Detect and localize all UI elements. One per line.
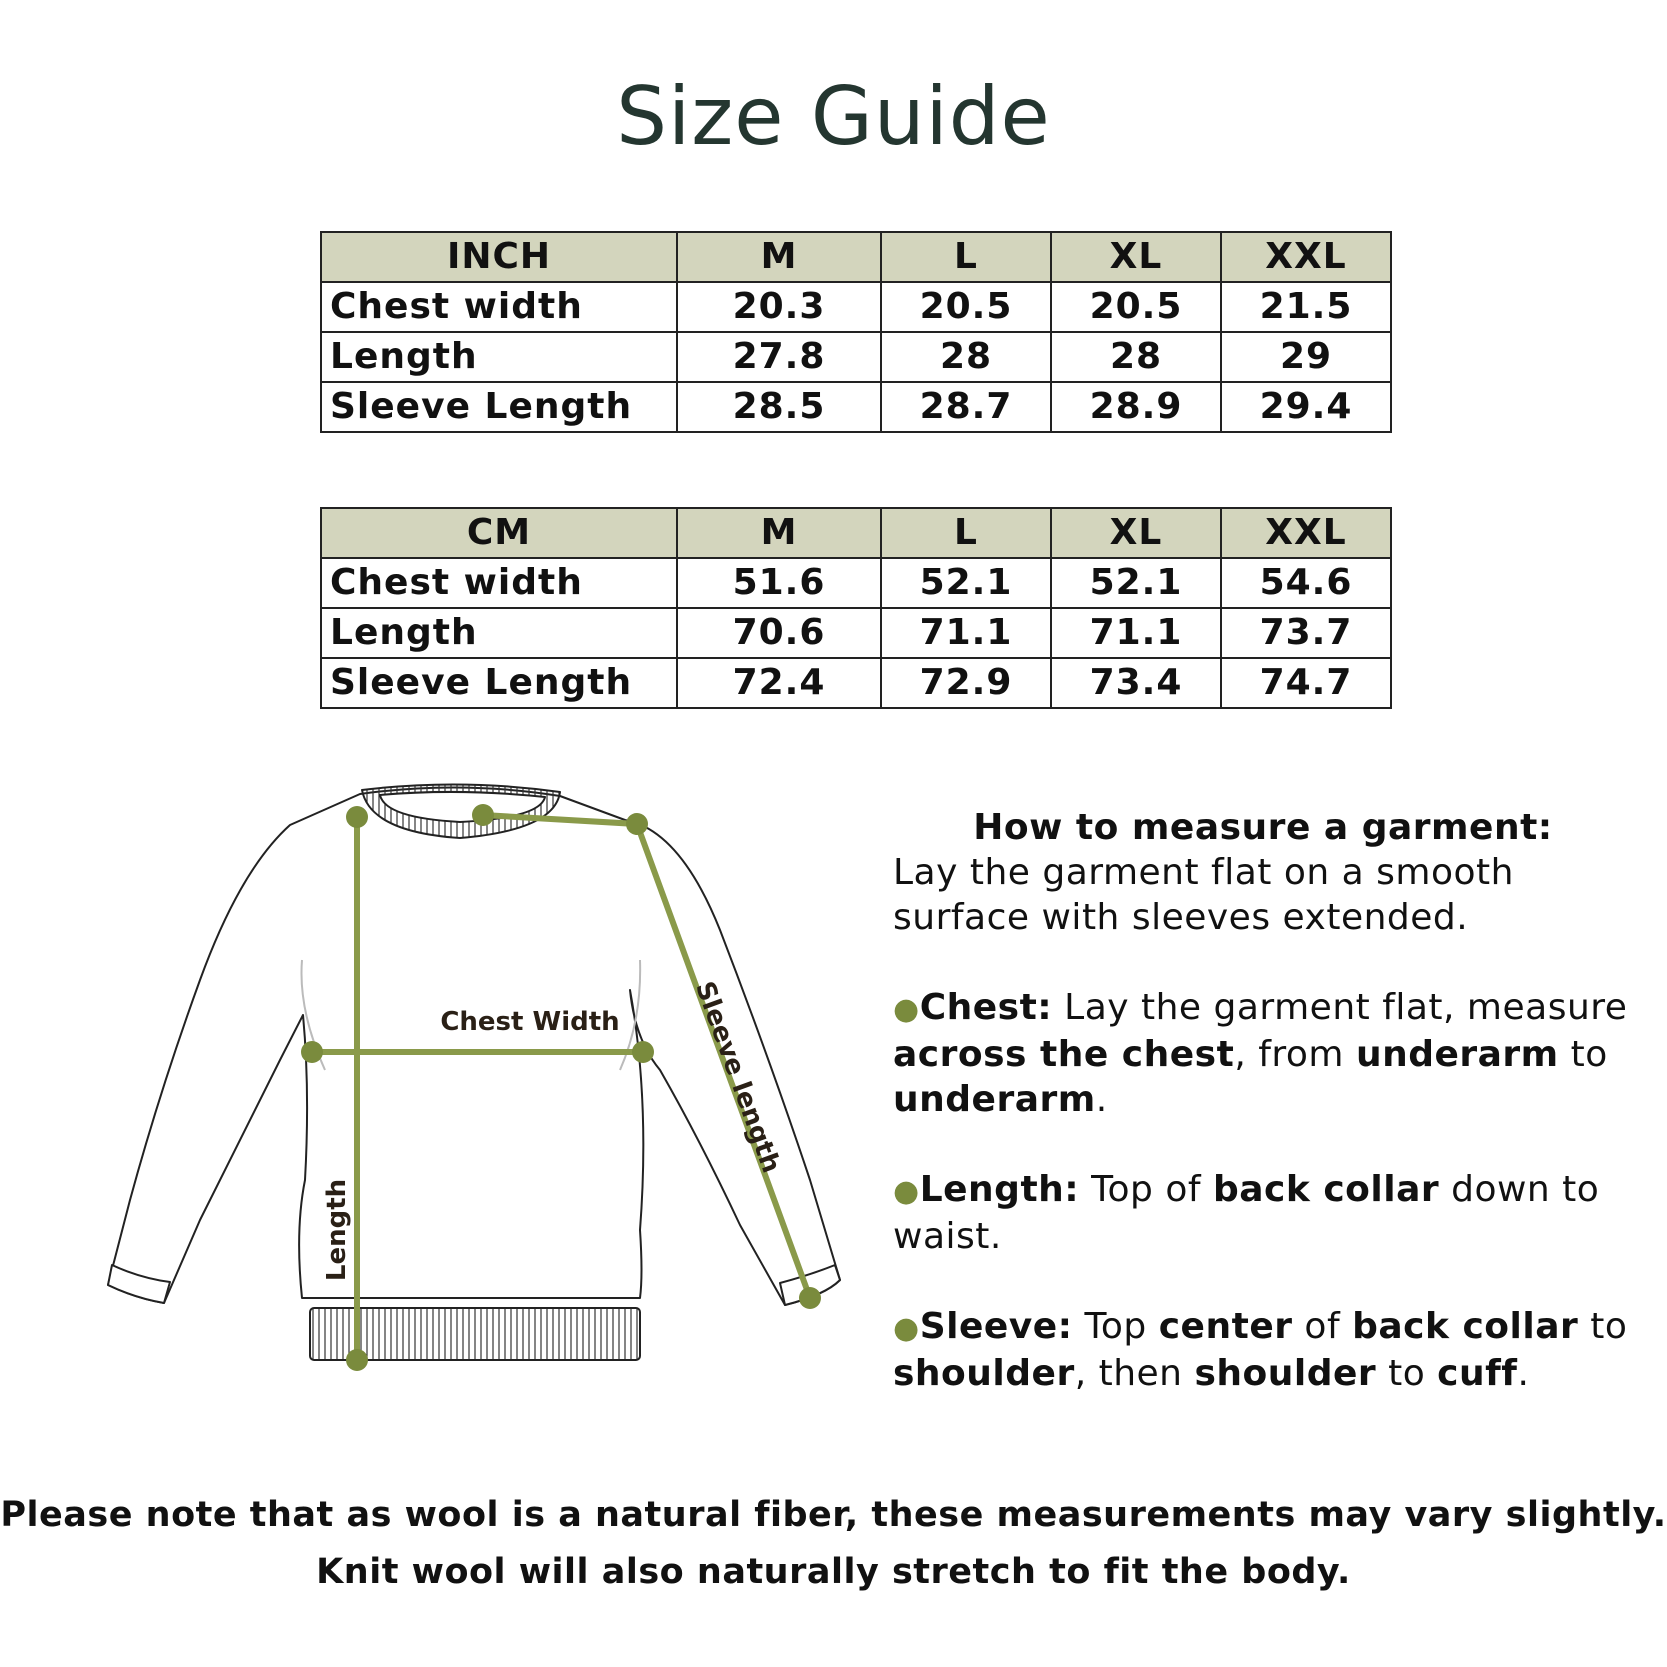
bullet-icon: ● bbox=[893, 1174, 920, 1209]
how-to-heading: How to measure a garment: bbox=[973, 807, 1553, 848]
table-cell: 54.6 bbox=[1221, 558, 1391, 608]
table-cell: 28 bbox=[1051, 332, 1221, 382]
row-label: Length bbox=[321, 608, 677, 658]
table-cell: 21.5 bbox=[1221, 282, 1391, 332]
cm-size-table bbox=[320, 507, 1392, 709]
table-cell: 71.1 bbox=[1051, 608, 1221, 658]
table-cell: 28.9 bbox=[1051, 382, 1221, 432]
row-label: Chest width bbox=[321, 558, 677, 608]
size-header: XL bbox=[1051, 508, 1221, 558]
table-cell: 29.4 bbox=[1221, 382, 1391, 432]
chest-instruction: ●Chest: Lay the garment flat, measure across the chest, from underarm to underarm. bbox=[893, 987, 1628, 1120]
length-instruction: ●Length: Top of back collar down to waist. bbox=[893, 1169, 1600, 1257]
table-cell: 71.1 bbox=[881, 608, 1051, 658]
table-cell: 74.7 bbox=[1221, 658, 1391, 708]
note-line-1: Please note that as wool is a natural fiber, these measurements may vary slightly. bbox=[0, 1495, 1667, 1535]
length-label: Length bbox=[322, 1178, 352, 1282]
unit-header: INCH bbox=[321, 232, 677, 282]
length-top-point bbox=[346, 806, 368, 828]
table-cell: 27.8 bbox=[677, 332, 881, 382]
table-cell: 28 bbox=[881, 332, 1051, 382]
row-label: Length bbox=[321, 332, 677, 382]
chest-left-point bbox=[301, 1041, 323, 1063]
size-header: L bbox=[881, 508, 1051, 558]
how-to-intro: Lay the garment flat on a smooth surface with sleeves extended. bbox=[893, 852, 1514, 938]
row-label: Sleeve Length bbox=[321, 658, 677, 708]
table-cell: 28.7 bbox=[881, 382, 1051, 432]
table-cell: 73.7 bbox=[1221, 608, 1391, 658]
table-row bbox=[321, 558, 1391, 608]
table-header-row bbox=[321, 232, 1391, 282]
bullet-icon: ● bbox=[893, 992, 920, 1027]
table-cell: 70.6 bbox=[677, 608, 881, 658]
shoulder-point bbox=[626, 813, 648, 835]
page-title: Size Guide bbox=[616, 70, 1051, 163]
table-cell: 28.5 bbox=[677, 382, 881, 432]
table-cell: 20.3 bbox=[677, 282, 881, 332]
table-cell: 20.5 bbox=[1051, 282, 1221, 332]
table-header-row bbox=[321, 508, 1391, 558]
table-cell: 72.4 bbox=[677, 658, 881, 708]
sleeve-instruction: ●Sleeve: Top center of back collar to shoulder, then shoulder to cuff. bbox=[893, 1306, 1628, 1394]
chest-right-point bbox=[632, 1041, 654, 1063]
row-label: Sleeve Length bbox=[321, 382, 677, 432]
unit-header: CM bbox=[321, 508, 677, 558]
size-header: XXL bbox=[1221, 508, 1391, 558]
how-to-measure bbox=[893, 805, 1633, 1396]
sweater-diagram bbox=[40, 760, 860, 1400]
size-header: M bbox=[677, 232, 881, 282]
table-row bbox=[321, 282, 1391, 332]
table-cell: 51.6 bbox=[677, 558, 881, 608]
size-header: XL bbox=[1051, 232, 1221, 282]
length-bottom-point bbox=[346, 1349, 368, 1371]
chest-width-label: Chest Width bbox=[440, 1007, 620, 1037]
row-label: Chest width bbox=[321, 282, 677, 332]
size-header: L bbox=[881, 232, 1051, 282]
inch-size-table bbox=[320, 231, 1392, 433]
note-line-2: Knit wool will also naturally stretch to fit the body. bbox=[316, 1552, 1351, 1592]
size-header: XXL bbox=[1221, 232, 1391, 282]
table-row bbox=[321, 332, 1391, 382]
table-cell: 72.9 bbox=[881, 658, 1051, 708]
sleeve-length-label: Sleeve length bbox=[689, 977, 787, 1177]
table-cell: 29 bbox=[1221, 332, 1391, 382]
table-row bbox=[321, 608, 1391, 658]
table-row bbox=[321, 382, 1391, 432]
cuff-point bbox=[799, 1287, 821, 1309]
table-cell: 20.5 bbox=[881, 282, 1051, 332]
table-row bbox=[321, 658, 1391, 708]
table-cell: 52.1 bbox=[1051, 558, 1221, 608]
collar-center-point bbox=[472, 804, 494, 826]
table-cell: 52.1 bbox=[881, 558, 1051, 608]
size-header: M bbox=[677, 508, 881, 558]
table-cell: 73.4 bbox=[1051, 658, 1221, 708]
bullet-icon: ● bbox=[893, 1311, 920, 1346]
